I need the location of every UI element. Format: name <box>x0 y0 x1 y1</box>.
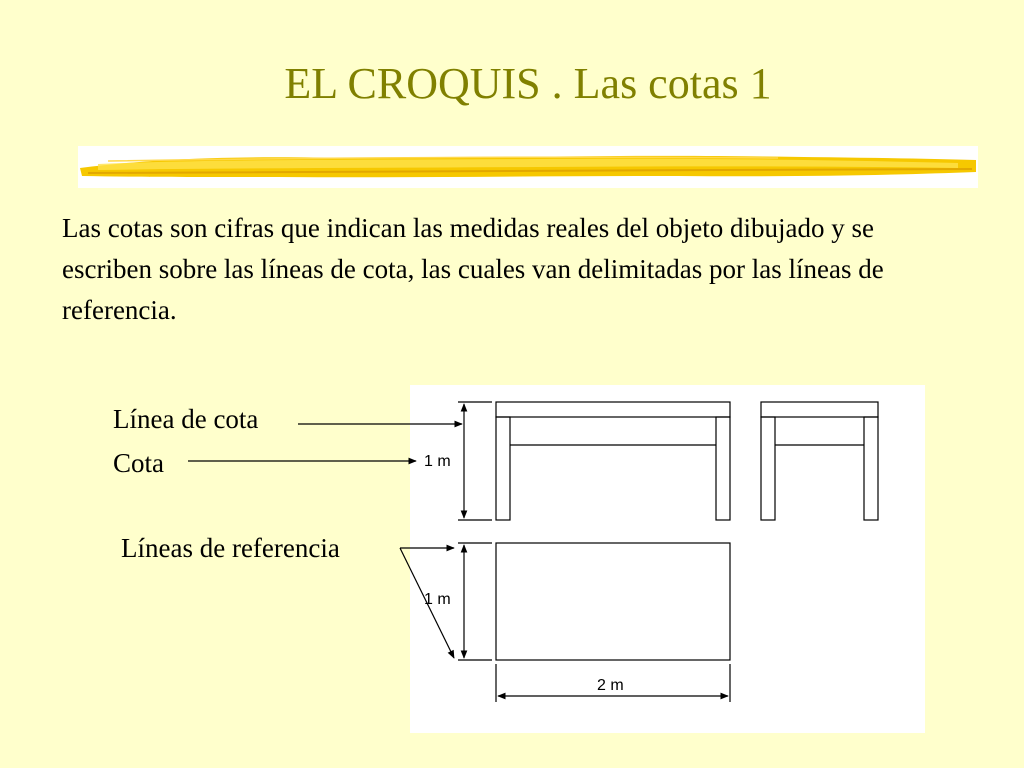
dimension-text-width: 2 m <box>597 677 624 694</box>
dimension-text-height-bottom: 1 m <box>424 591 451 608</box>
body-paragraph: Las cotas son cifras que indican las medidas reales del objeto dibujado y se escriben sobre las líneas de cota, las cuales van delimitadas por las líneas de referencia. <box>62 213 884 325</box>
slide-title: EL CROQUIS . Las cotas 1 <box>284 59 772 108</box>
label-cota: Cota <box>113 448 164 478</box>
label-linea-de-cota: Línea de cota <box>113 404 259 434</box>
dimension-text-height-top: 1 m <box>424 453 451 470</box>
drawing-panel <box>410 385 925 733</box>
label-lineas-de-referencia: Líneas de referencia <box>121 533 340 563</box>
